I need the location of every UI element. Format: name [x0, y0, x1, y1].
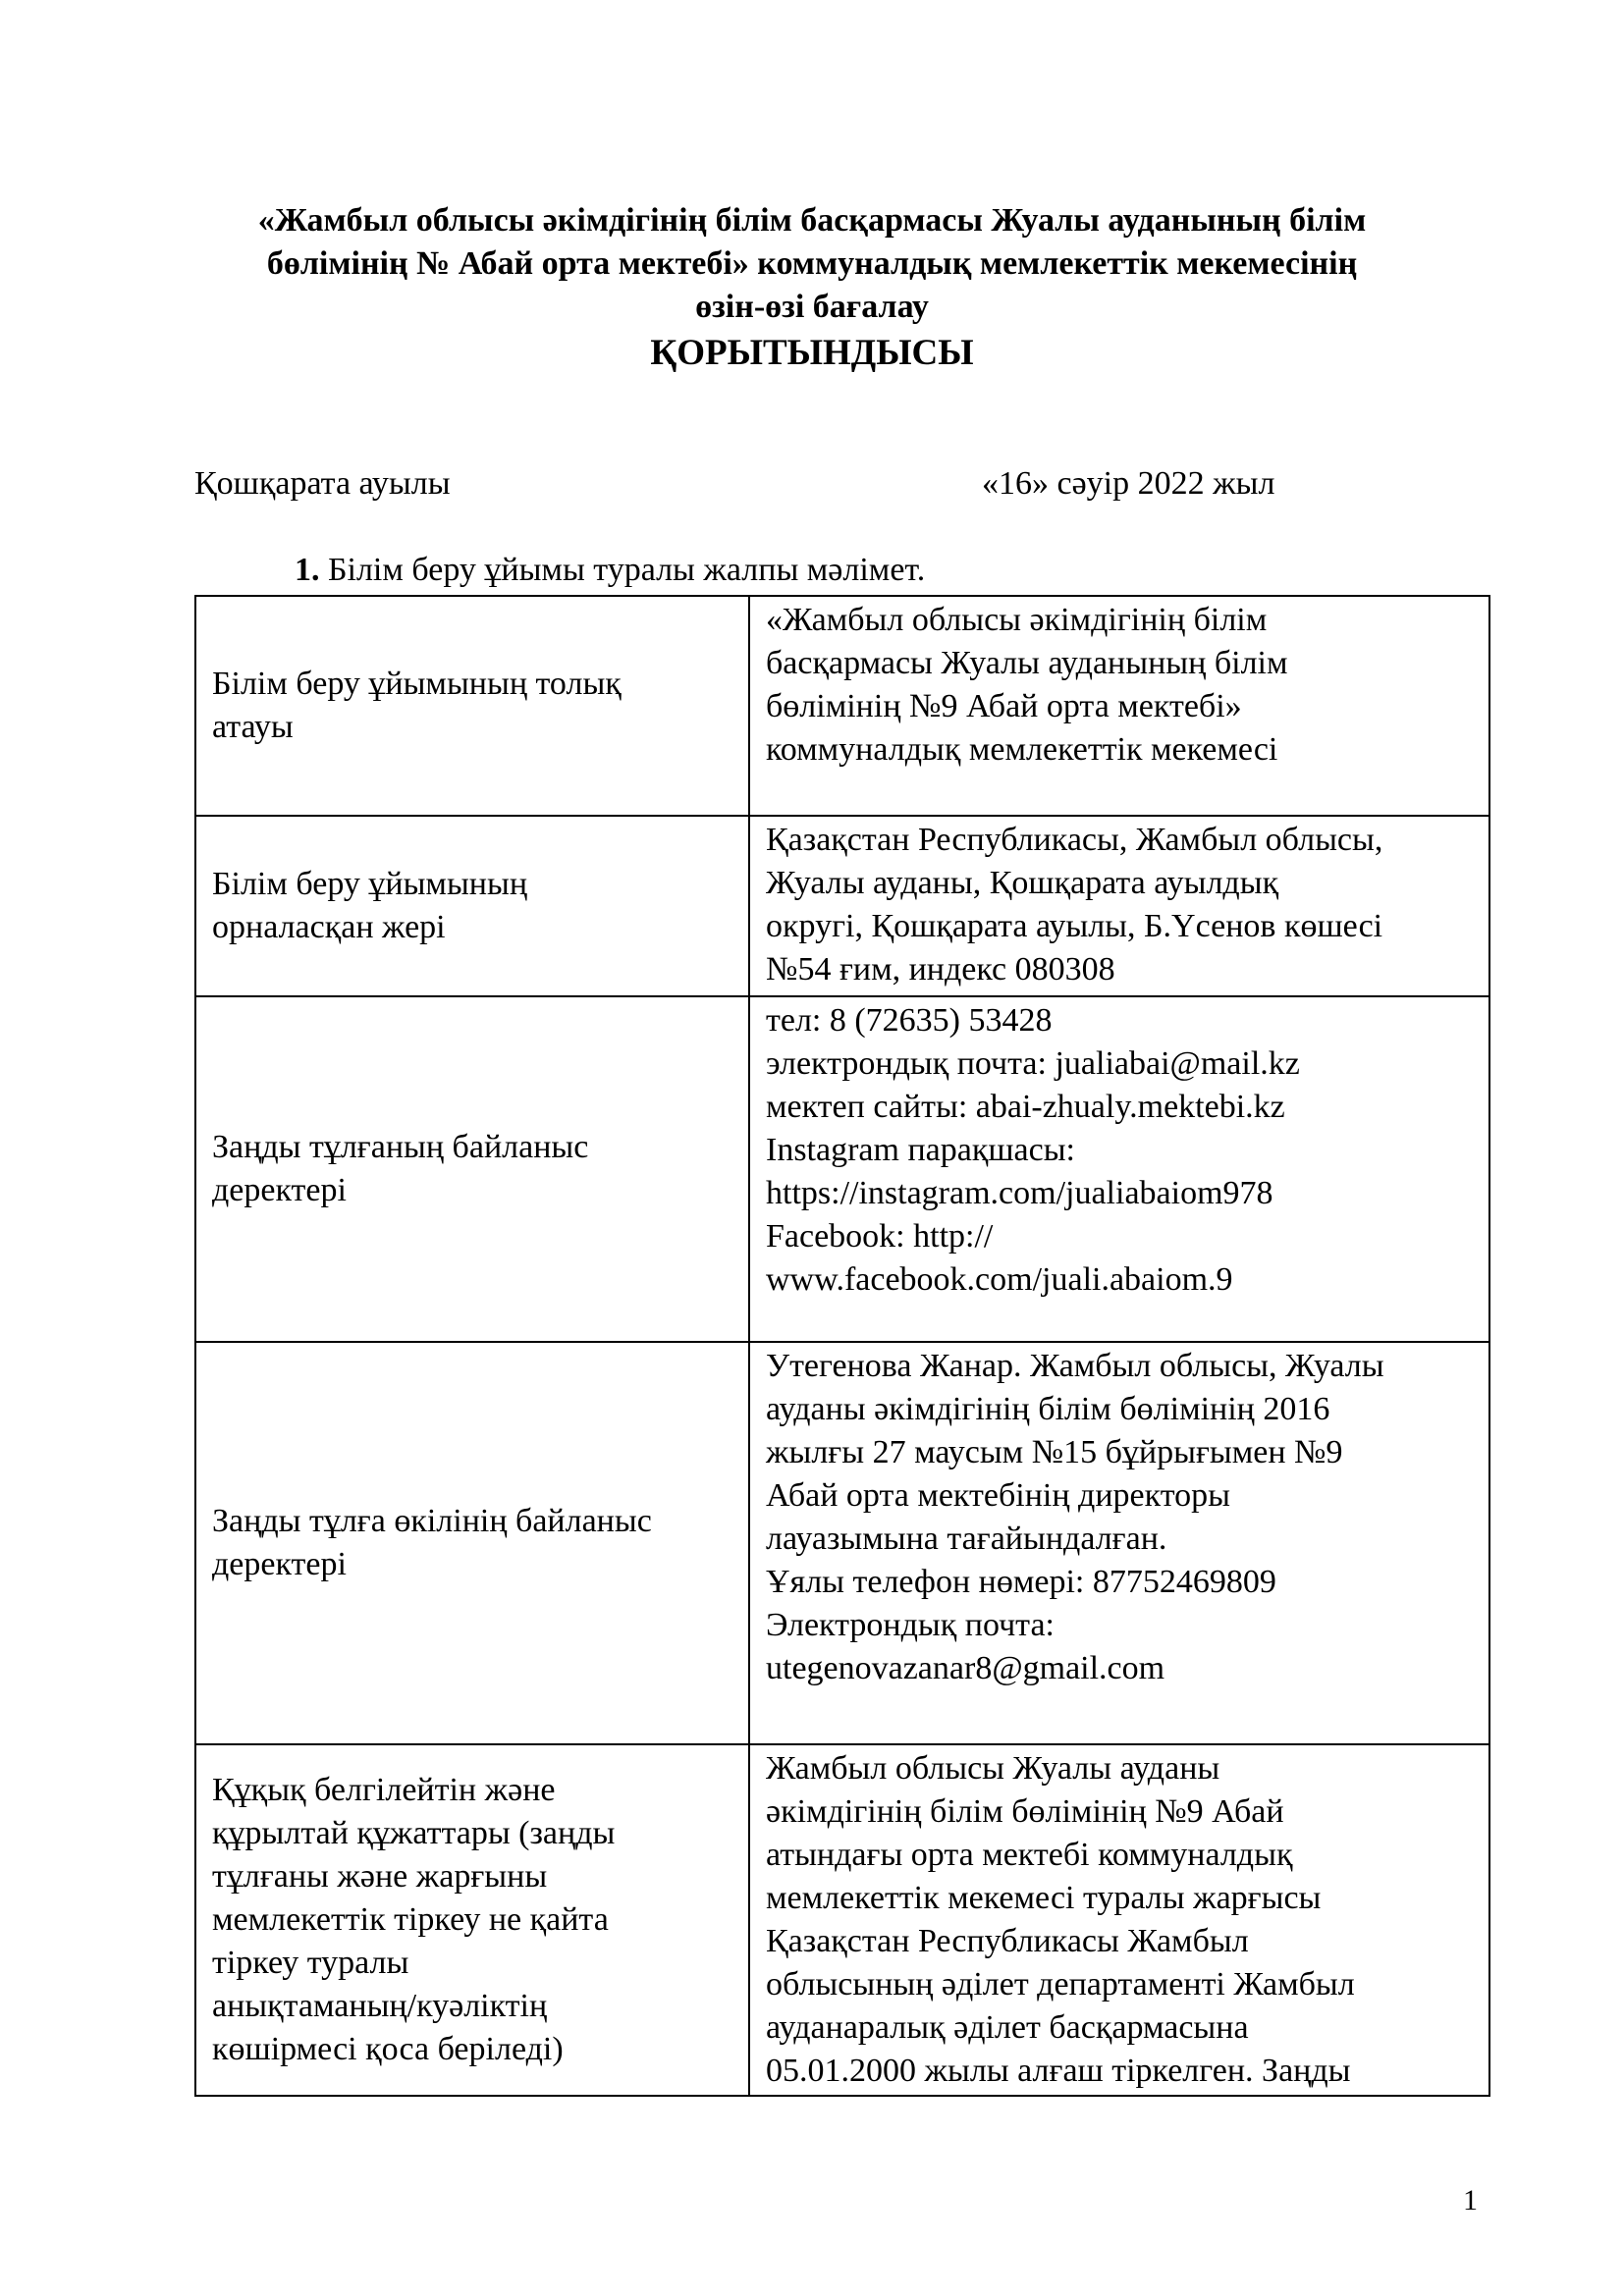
title-main: ҚОРЫТЫНДЫСЫ: [650, 333, 974, 373]
place-name: Қошқарата ауылы: [194, 465, 451, 502]
title-line-1: «Жамбыл облысы әкімдігінің білім басқармасы Жуалы ауданының білім: [257, 202, 1367, 239]
table-row: [195, 596, 1489, 816]
page-number: 1: [1463, 2184, 1478, 2216]
document-date: «16» сәуір 2022 жыл: [982, 465, 1275, 502]
row-label: Құқық белгілейтін және құрылтай құжаттары (заңды тұлғаны және жарғыны мемлекеттік тіркеу не қайта тіркеу туралы анықтаманың/куәліктің көшірмесі қоса беріледі): [195, 1744, 749, 2096]
row-label: Білім беру ұйымының толық атауы: [195, 596, 749, 816]
document-title: [157, 199, 1467, 378]
section-heading: [295, 552, 925, 589]
row-value: «Жамбыл облысы әкімдігінің білім басқармасы Жуалы ауданының білім бөлімінің №9 Абай орта мектебі» коммуналдық мемлекеттік мекемесі: [749, 596, 1489, 816]
table-row: [195, 816, 1489, 996]
table-row: [195, 1342, 1489, 1744]
title-line-3: өзін-өзі бағалау: [695, 289, 929, 325]
row-value: Утегенова Жанар. Жамбыл облысы, Жуалы ауданы әкімдігінің білім бөлімінің 2016 жылғы 27 маусым №15 бұйрығымен №9 Абай орта мектебінің директоры лауазымына тағайындалған. Ұялы телефон нөмері: 87752469809 Электрондық почта: utegenovazanar8@gmail.com: [749, 1342, 1489, 1744]
info-table: [194, 595, 1490, 2097]
table-row: [195, 996, 1489, 1342]
row-value: Қазақстан Республикасы, Жамбыл облысы, Жуалы ауданы, Қошқарата ауылдық округі, Қошқарата ауылы, Б.Үсенов көшесі №54 ғим, индекс 080308: [749, 816, 1489, 996]
section-title: Білім беру ұйымы туралы жалпы мәлімет.: [319, 552, 926, 588]
section-number: 1.: [295, 552, 320, 588]
row-value: тел: 8 (72635) 53428 электрондық почта: jualiabai@mail.kz мектеп сайты: abai-zhualy.mektebi.kz Instagram парақшасы: https://instagram.com/jualiabaiom978 Facebook: http:// www.facebook.com/juali.abaiom.9: [749, 996, 1489, 1342]
row-label: Заңды тұлға өкілінің байланыс деректері: [195, 1342, 749, 1744]
row-label: Білім беру ұйымының орналасқан жері: [195, 816, 749, 996]
title-line-2: бөлімінің № Абай орта мектебі» коммуналдық мемлекеттік мекемесінің: [266, 245, 1358, 282]
row-label: Заңды тұлғаның байланыс деректері: [195, 996, 749, 1342]
row-value: Жамбыл облысы Жуалы ауданы әкімдігінің білім бөлімінің №9 Абай атындағы орта мектебі коммуналдық мемлекеттік мекемесі туралы жарғысы Қазақстан Республикасы Жамбыл облысының әділет департаменті Жамбыл ауданаралық әділет басқармасына 05.01.2000 жылы алғаш тіркелген. Заңды: [749, 1744, 1489, 2096]
table-row: [195, 1744, 1489, 2096]
